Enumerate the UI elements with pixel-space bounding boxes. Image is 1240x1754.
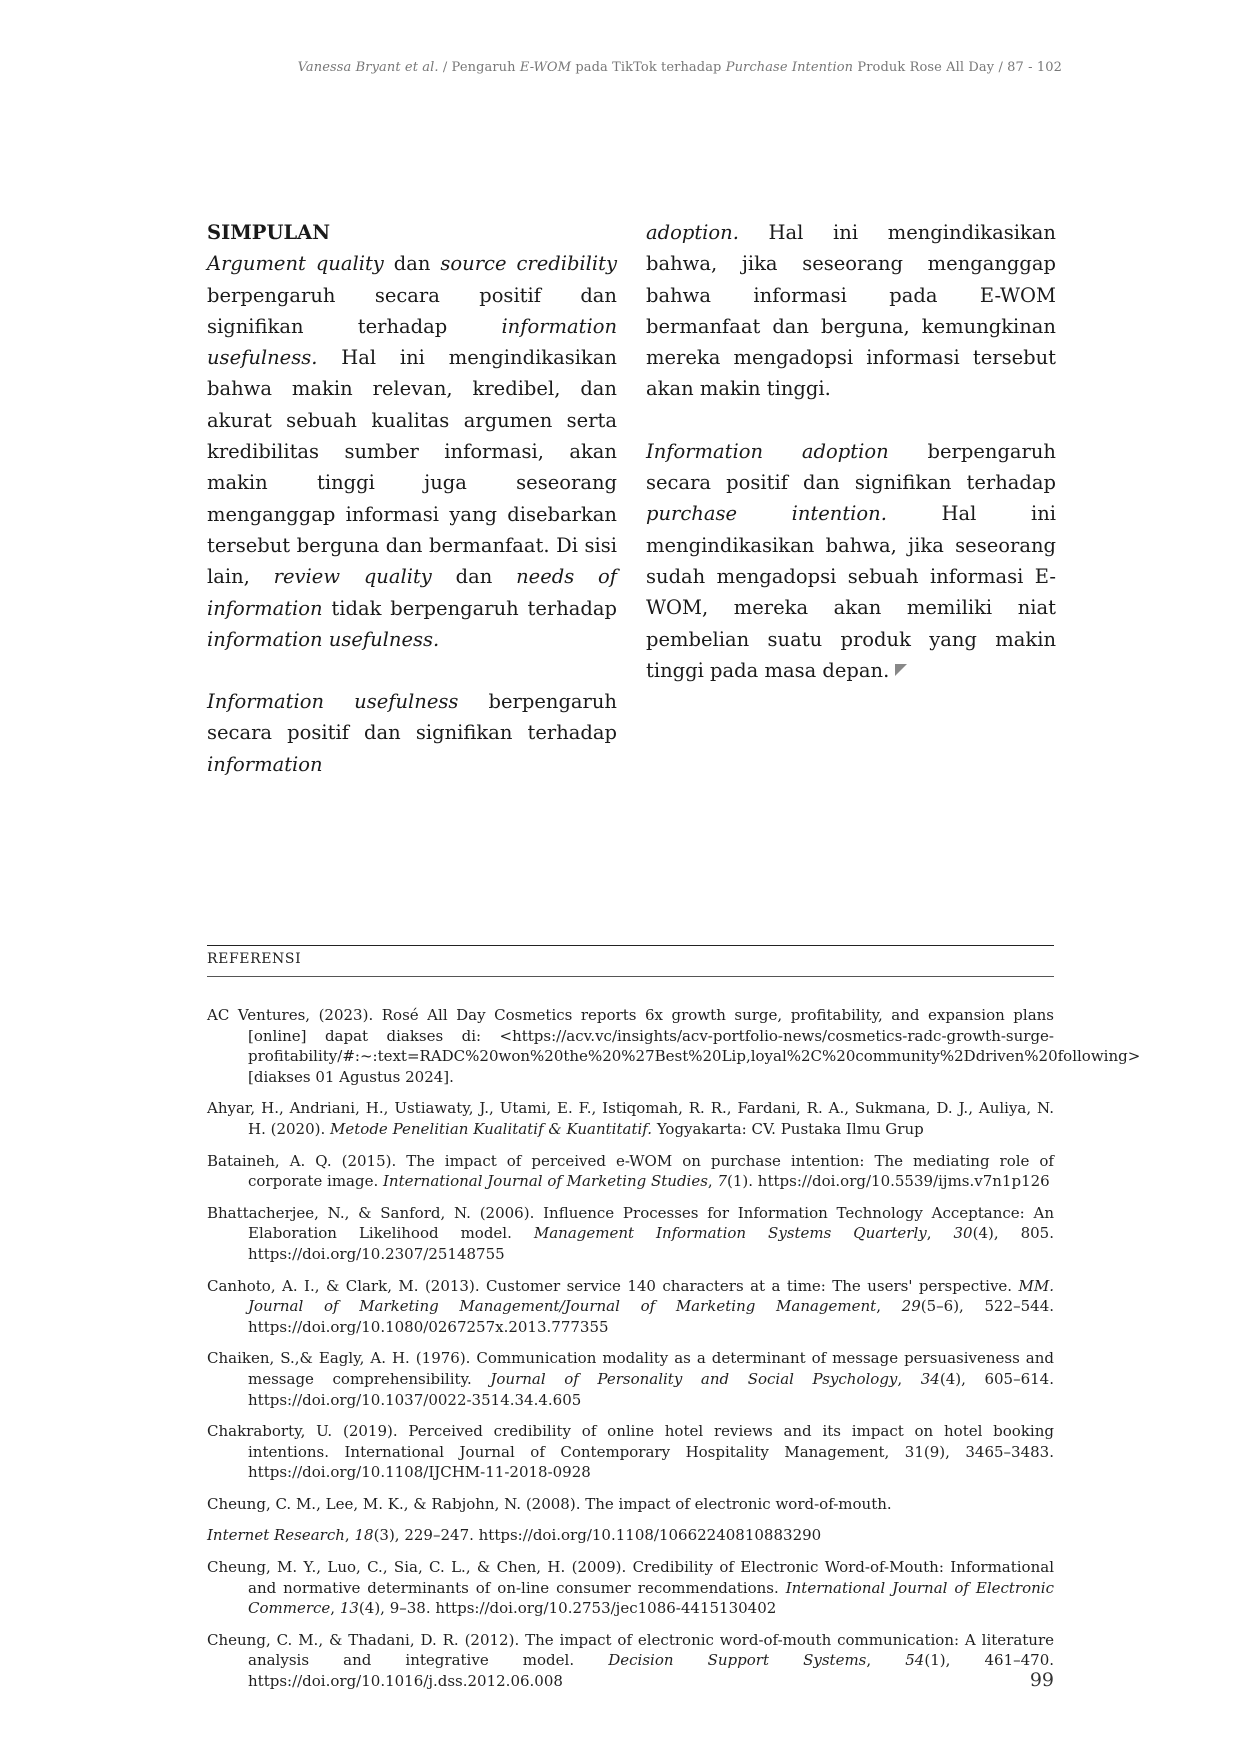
simpulan-right-column	[646, 217, 1056, 686]
reference-list	[207, 1005, 1141, 1703]
references-top-rule	[207, 945, 1054, 946]
reference-item: Cheung, C. M., & Thadani, D. R. (2012). The impact of electronic word-of-mouth communication: A literature analysis and integrative model. Decision Support Systems, 54(1), 461–470. https://doi.org/10.1016/j.dss.2012.06.008	[207, 1630, 1055, 1691]
reference-item: Cheung, M. Y., Luo, C., Sia, C. L., & Chen, H. (2009). Credibility of Electronic Word-of-Mouth: Informational and normative determinants of on-line consumer recommendations. International Journal of Electronic Commerce, 13(4), 9–38. https://doi.org/10.2753/jec1086-4415130402	[207, 1558, 1054, 1618]
references-heading: REFERENSI	[207, 951, 302, 967]
section-heading-simpulan: SIMPULAN	[207, 221, 331, 244]
simpulan-paragraph-3: Information adoption berpengaruh secara positif dan signifikan terhadap purchase intention. Hal ini mengindikasikan bahwa, jika seseorang sudah mengadopsi sebuah informasi E-WOM, mereka akan memiliki niat pembelian suatu produk yang makin tinggi pada masa depan.	[646, 439, 1057, 682]
simpulan-paragraph-2-start: Information usefulness berpengaruh secara positif dan signifikan terhadap information	[207, 690, 617, 776]
reference-item: Bataineh, A. Q. (2015). The impact of perceived e-WOM on purchase intention: The mediating role of corporate image. International Journal of Marketing Studies, 7(1). https://doi.org/10.5539/ijms.v7n1p126	[207, 1151, 1054, 1191]
reference-item: Chakraborty, U. (2019). Perceived credibility of online hotel reviews and its impact on hotel booking intentions. International Journal of Contemporary Hospitality Management, 31(9), 3465–3483. https://doi.org/10.1108/IJCHM-11-2018-0928	[207, 1422, 1054, 1482]
end-of-article-icon	[895, 664, 907, 676]
simpulan-paragraph-1: Argument quality dan source credibility berpengaruh secara positif dan signifikan terhadap information usefulness. Hal ini mengindikasikan bahwa makin relevan, kredibel, dan akurat sebuah kualitas argumen serta kredibilitas sumber informasi, akan makin tinggi juga seseorang menganggap informasi yang disebarkan tersebut berguna dan bermanfaat. Di sisi lain, review quality dan needs of information tidak berpengaruh terhadap information usefulness.	[207, 252, 617, 651]
references-bottom-rule	[207, 976, 1054, 977]
reference-item: Canhoto, A. I., & Clark, M. (2013). Customer service 140 characters at a time: The users' perspective. MM. Journal of Marketing Management/Journal of Marketing Management, 29(5–6), 522–544. https://doi.org/10.1080/0267257x.2013.777355	[207, 1276, 1055, 1336]
reference-item: Ahyar, H., Andriani, H., Ustiawaty, J., Utami, E. F., Istiqomah, R. R., Fardani, R. A., Sukmana, D. J., Auliya, N. H. (2020). Metode Penelitian Kualitatif & Kuantitatif. Yogyakarta: CV. Pustaka Ilmu Grup	[207, 1099, 1054, 1138]
reference-item: AC Ventures, (2023). Rosé All Day Cosmetics reports 6x growth surge, profitability, and expansion plans [online] dapat diakses di: <https://acv.vc/insights/acv-portfolio-news/cosmetics-radc-growth-surge-profitability/#:~:text=RADC%20won%20the%20%27Best%20Lip,loyal%2C%20community%2Ddriven%20following> [diakses 01 Agustus 2024].	[207, 1006, 1141, 1086]
reference-item: Chaiken, S.,& Eagly, A. H. (1976). Communication modality as a determinant of message persuasiveness and message comprehensibility. Journal of Personality and Social Psychology, 34(4), 605–614. https://doi.org/10.1037/0022-3514.34.4.605	[207, 1349, 1054, 1409]
simpulan-paragraph-2-end: adoption. Hal ini mengindikasikan bahwa, jika seseorang menganggap bahwa informasi pada E-WOM bermanfaat dan berguna, kemungkinan mereka mengadopsi informasi tersebut akan makin tinggi.	[646, 221, 1056, 401]
reference-item: Internet Research, 18(3), 229–247. https://doi.org/10.1108/10662240810883290	[207, 1526, 822, 1545]
reference-item: Cheung, C. M., Lee, M. K., & Rabjohn, N. (2008). The impact of electronic word-of-mouth.	[207, 1494, 892, 1513]
reference-item: Bhattacherjee, N., & Sanford, N. (2006). Influence Processes for Information Technology Acceptance: An Elaboration Likelihood model. Management Information Systems Quarterly, 30(4), 805. https://doi.org/10.2307/25148755	[207, 1203, 1054, 1263]
simpulan-left-column	[207, 217, 617, 780]
page-number: 99	[1029, 1669, 1054, 1691]
running-head: Vanessa Bryant et al. / Pengaruh E-WOM pada TikTok terhadap Purchase Intention Produk Rose All Day / 87 - 102	[297, 60, 1062, 75]
